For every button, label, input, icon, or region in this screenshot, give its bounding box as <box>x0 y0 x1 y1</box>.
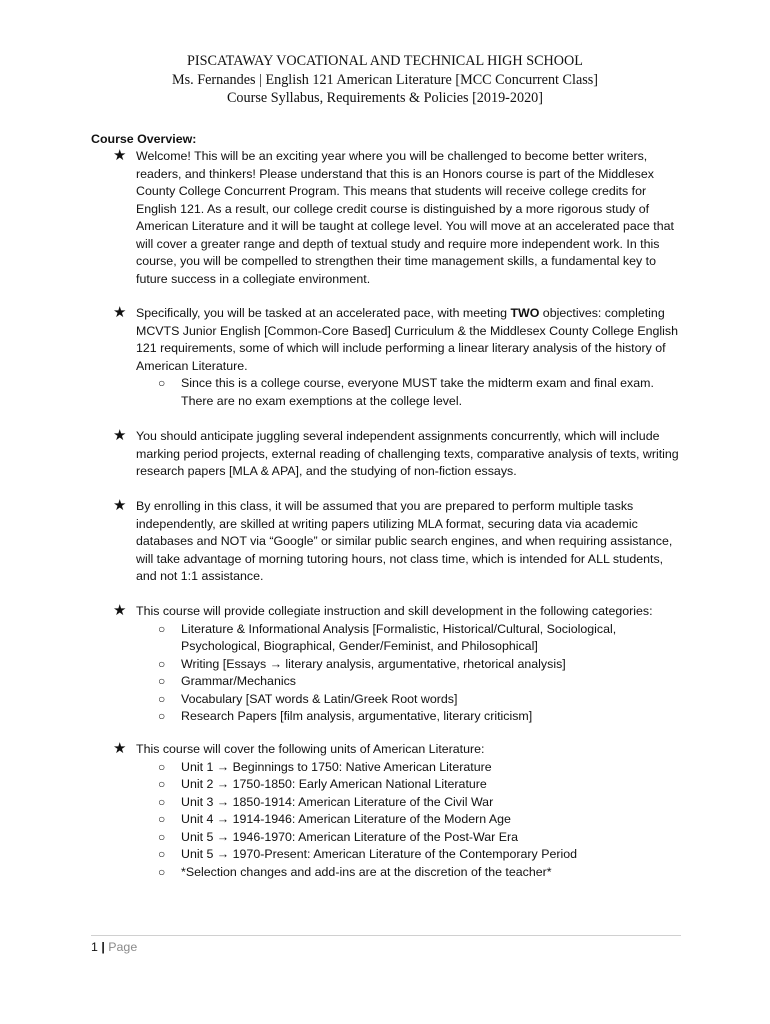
star-icon: ★ <box>113 427 127 444</box>
circle-bullet-icon: ○ <box>158 794 166 809</box>
bullet-text: You should anticipate juggling several independent assignments concurrently, which will include marking period projects, external reading of challenging texts, comparative analysis of texts, writing research papers [MLA & APA], and the studying of non-fiction essays. <box>136 429 679 478</box>
list-item: ○ Grammar/Mechanics <box>113 673 683 691</box>
list-item: ○ Unit 4 → 1914-1946: American Literature of the Modern Age <box>113 811 683 829</box>
page-label: Page <box>108 940 138 954</box>
list-item: ○ Unit 5 → 1946-1970: American Literature of the Post-War Era <box>113 829 683 847</box>
star-icon: ★ <box>113 304 127 321</box>
circle-bullet-icon: ○ <box>158 847 166 861</box>
star-icon: ★ <box>113 740 127 757</box>
list-item: ○ Writing [Essays → literary analysis, argumentative, rhetorical analysis] <box>113 656 683 674</box>
bullet-categories <box>113 603 683 726</box>
bullet-welcome <box>113 148 683 288</box>
star-icon: ★ <box>113 497 127 514</box>
list-item: ○ Since this is a college course, everyone MUST take the midterm exam and final exam. There are no exam exemptions at the college level. <box>158 376 654 408</box>
document-header <box>0 52 770 108</box>
circle-bullet-icon: ○ <box>158 376 166 390</box>
section-title-course-overview: Course Overview: <box>91 132 197 146</box>
bullet-text: This course will cover the following units of American Literature: <box>136 742 485 756</box>
circle-bullet-icon: ○ <box>158 674 166 688</box>
list-item: ○ Unit 1 → Beginnings to 1750: Native American Literature <box>113 759 683 777</box>
star-icon: ★ <box>113 602 127 619</box>
list-item: ○ Unit 2 → 1750-1850: Early American National Literature <box>113 776 683 794</box>
list-item: ○ *Selection changes and add-ins are at the discretion of the teacher* <box>113 864 683 882</box>
list-item: ○ Unit 5 → 1970-Present: American Literature of the Contemporary Period <box>113 846 683 864</box>
circle-bullet-icon: ○ <box>158 829 166 844</box>
list-item: ○ Research Papers [film analysis, argumentative, literary criticism] <box>113 708 683 726</box>
bullet-text: By enrolling in this class, it will be assumed that you are prepared to perform multiple tasks independently, are skilled at writing papers utilizing MLA format, securing data via academic databases and NOT via “Google” or similar public search engines, and when requiring assistance, will take advantage of morning tutoring hours, not class time, which is intended for ALL students, and not 1:1 assistance. <box>136 499 673 583</box>
footer-separator: | <box>101 940 105 954</box>
sub-list <box>113 759 683 882</box>
circle-bullet-icon: ○ <box>158 709 166 723</box>
bullet-objectives <box>113 305 683 410</box>
circle-bullet-icon: ○ <box>158 864 166 879</box>
emphasis-two: TWO <box>510 306 540 320</box>
bullet-units <box>113 741 683 881</box>
bullet-enrolling <box>113 498 683 586</box>
bullet-text: This course will provide collegiate instruction and skill development in the following categories: <box>136 604 653 618</box>
page-footer <box>91 935 681 955</box>
course-title: Ms. Fernandes | English 121 American Literature [MCC Concurrent Class] <box>171 71 599 88</box>
circle-bullet-icon: ○ <box>158 691 166 706</box>
circle-bullet-icon: ○ <box>158 812 166 826</box>
circle-bullet-icon: ○ <box>158 656 166 671</box>
list-item: ○ Unit 3 → 1850-1914: American Literature of the Civil War <box>113 794 683 812</box>
school-name: PISCATAWAY VOCATIONAL AND TECHNICAL HIGH SCHOOL <box>187 53 583 69</box>
syllabus-title: Course Syllabus, Requirements & Policies [2019-2020] <box>226 90 544 106</box>
bullet-text: Welcome! This will be an exciting year where you will be challenged to become better writers, readers, and thinkers! Please understand that this is an Honors course is part of the Middlesex County College Concurrent Program. This means that students will receive college credits for English 121. As a result, our college credit course is distinguished by a more rigorous study of American Literature and it will be taught at college level. You will move at an accelerated pace that will cover a greater range and depth of textual study and require more independent work. In this course, you will be compelled to strengthen their time management skills, a fundamental key to future success in a collegiate environment. <box>136 149 674 286</box>
list-item: ○ Literature & Informational Analysis [Formalistic, Historical/Cultural, Sociological, Psychological, Biographical, Gender/Feminist, and Philosophical] <box>158 621 617 653</box>
sub-list <box>113 375 683 410</box>
list-item: ○ Vocabulary [SAT words & Latin/Greek Root words] <box>113 691 683 709</box>
bullet-assignments <box>113 428 683 481</box>
bullet-text: Specifically, you will be tasked at an accelerated pace, with meeting TWO objectives: completing MCVTS Junior English [Common-Core Based] Curriculum & the Middlesex County College English 121 requirements, some of which will include performing a linear literary analysis of the history of American Literature. <box>136 306 678 373</box>
star-icon: ★ <box>113 147 127 164</box>
circle-bullet-icon: ○ <box>158 621 166 636</box>
sub-list <box>113 621 683 726</box>
circle-bullet-icon: ○ <box>158 777 166 791</box>
page-number: 1 <box>91 940 98 954</box>
circle-bullet-icon: ○ <box>158 759 166 774</box>
